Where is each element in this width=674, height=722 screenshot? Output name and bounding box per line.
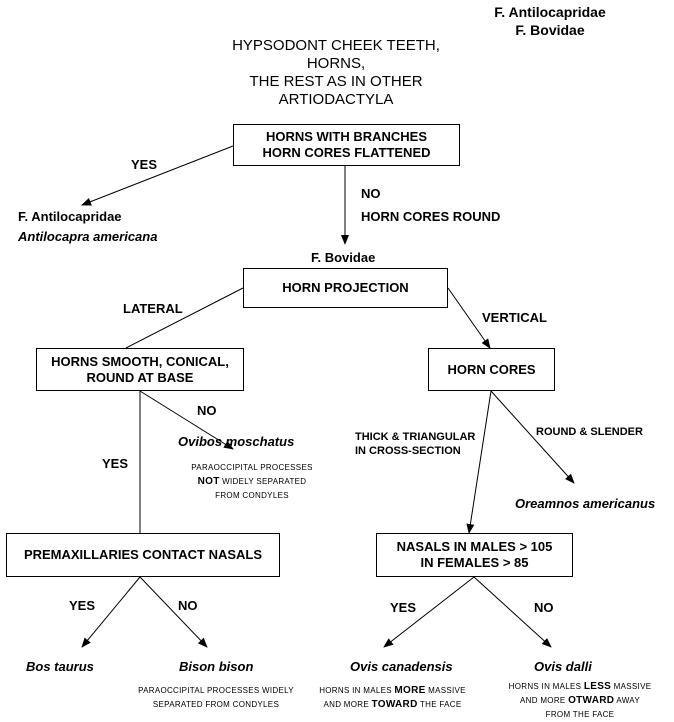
edge-label-thick-triangular — [355, 430, 475, 458]
note-line — [490, 694, 670, 708]
title-line: HYPSODONT CHEEK TEETH, — [232, 37, 440, 54]
node-premaxillaries — [6, 533, 280, 577]
node-horn-cores — [428, 348, 555, 391]
taxon-ovibos-moschatus: Ovibos moschatus — [178, 434, 295, 449]
node-label: HORNS SMOOTH, CONICAL, — [51, 353, 229, 369]
family-antilocapridae: F. Antilocapridae — [494, 4, 606, 20]
node-label: HORN CORES — [447, 361, 536, 377]
note-text: WIDELY SEPARATED — [219, 477, 307, 486]
edge-label-vertical: VERTICAL — [482, 310, 547, 325]
note-line — [490, 680, 670, 694]
taxon-bovidae: F. Bovidae — [311, 250, 376, 265]
node-label: HORN CORES FLATTENED — [262, 145, 431, 160]
note-text: MASSIVE — [425, 686, 466, 695]
note-text: AWAY — [614, 696, 640, 705]
edge-label-no: NO — [197, 403, 217, 418]
title-line: ARTIODACTYLA — [278, 91, 394, 108]
edge-label-yes: YES — [390, 600, 417, 615]
node-label: HORN PROJECTION — [282, 280, 409, 295]
taxon-antilocapra-americana: Antilocapra americana — [18, 229, 158, 244]
note-emphasis: NOT — [197, 476, 220, 487]
edge-label-yes: YES — [69, 598, 96, 613]
arrow-cores-thick — [469, 391, 491, 533]
note-ovibos — [172, 461, 332, 503]
edge-label-no: NO — [178, 598, 198, 613]
note-bison — [116, 684, 316, 712]
note-emphasis: MORE — [394, 685, 426, 696]
note-line — [310, 684, 475, 698]
edge-label-lateral: LATERAL — [123, 301, 183, 316]
taxon-ovis-dalli: Ovis dalli — [534, 659, 592, 674]
node-horns-smooth — [36, 348, 244, 391]
taxon-oreamnos-americanus: Oreamnos americanus — [515, 496, 656, 511]
edge-label-no: NO — [534, 600, 554, 615]
node-horn-projection — [243, 268, 448, 308]
line-projection-lateral — [126, 288, 243, 348]
note-emphasis: OTWARD — [568, 695, 615, 706]
node-label: ROUND AT BASE — [86, 369, 194, 385]
note-line: FROM THE FACE — [545, 710, 615, 719]
note-text: HORNS IN MALES — [319, 686, 395, 695]
note-ovis-dalli — [490, 680, 670, 722]
node-label: PREMAXILLARIES CONTACT NASALS — [23, 547, 263, 562]
diagram-title — [206, 37, 466, 109]
note-emphasis: LESS — [583, 681, 612, 692]
node-label: IN FEMALES > 85 — [420, 555, 529, 570]
taxon-bos-taurus: Bos taurus — [26, 659, 94, 674]
note-line — [172, 475, 332, 489]
edge-label-no: NO — [361, 186, 381, 201]
note-line — [310, 698, 475, 712]
edge-label-horn-cores-round: HORN CORES ROUND — [361, 209, 501, 224]
note-text: MASSIVE — [611, 682, 652, 691]
title-line: THE REST AS IN OTHER — [249, 73, 423, 90]
node-horns-branches — [233, 124, 460, 166]
note-text: THE FACE — [417, 700, 462, 709]
edge-label-yes: YES — [102, 456, 129, 471]
note-text: AND MORE — [520, 696, 569, 705]
taxon-antilocapridae: F. Antilocapridae — [18, 209, 122, 224]
family-bovidae: F. Bovidae — [515, 22, 585, 38]
families-header — [470, 3, 630, 39]
note-line: SEPARATED FROM CONDYLES — [152, 700, 280, 709]
edge-label-round-slender: ROUND & SLENDER — [536, 426, 643, 438]
edge-label-line: IN CROSS-SECTION — [355, 445, 461, 457]
arrow-branches-yes — [82, 146, 233, 205]
note-line: PARAOCCIPITAL PROCESSES — [191, 463, 313, 472]
taxon-ovis-canadensis: Ovis canadensis — [350, 659, 453, 674]
note-line: PARAOCCIPITAL PROCESSES WIDELY — [138, 686, 294, 695]
note-ovis-canadensis — [310, 684, 475, 712]
node-label: NASALS IN MALES > 105 — [396, 539, 553, 554]
note-text: AND MORE — [323, 700, 372, 709]
edge-label-line: THICK & TRIANGULAR — [355, 431, 476, 443]
note-emphasis: TOWARD — [371, 699, 418, 710]
node-label: HORNS WITH BRANCHES — [265, 129, 428, 144]
note-line: FROM CONDYLES — [215, 491, 289, 500]
note-text: HORNS IN MALES — [508, 682, 584, 691]
edge-label-yes: YES — [131, 157, 158, 172]
node-nasals — [376, 533, 573, 577]
taxon-bison-bison: Bison bison — [179, 659, 254, 674]
title-line: HORNS, — [306, 55, 366, 72]
